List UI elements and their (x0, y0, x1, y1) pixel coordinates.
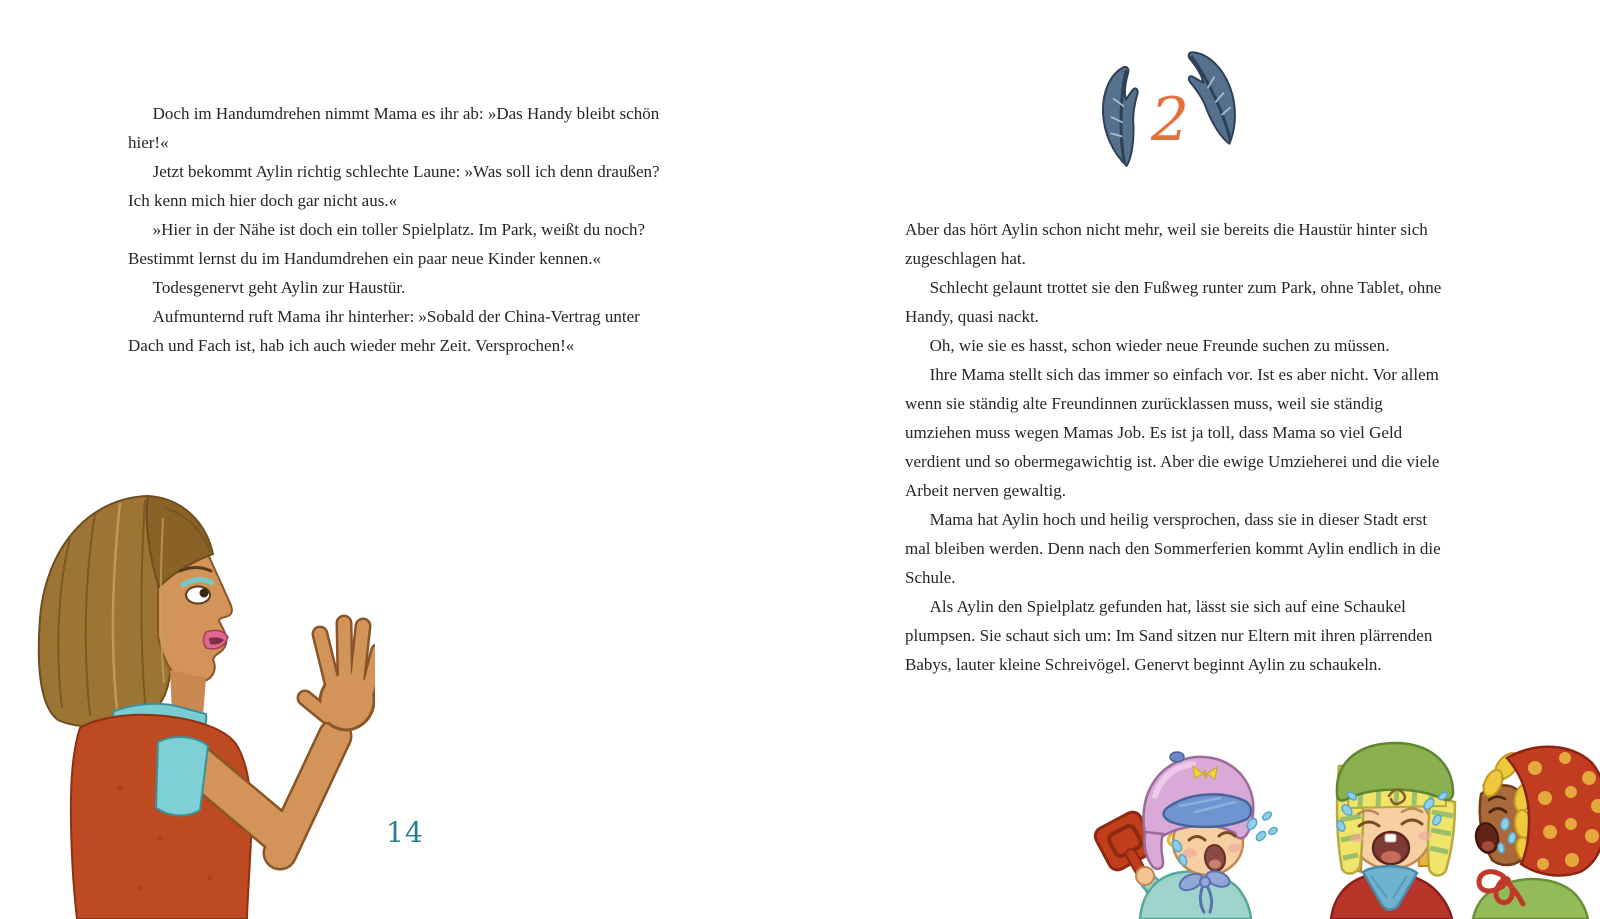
paragraph: Aufmunternd ruft Mama ihr hinterher: »Sobald der China-Vertrag unter Dach und Fach ist, hab ich auch wieder mehr Zeit. Versprochen!« (128, 307, 640, 355)
page-number: 14 (386, 816, 424, 849)
paragraph: Schlecht gelaunt trottet sie den Fußweg runter zum Park, ohne Tablet, ohne Handy, quasi nackt. (905, 278, 1442, 326)
paragraph: Mama hat Aylin hoch und heilig versprochen, dass sie in dieser Stadt erst mal bleiben werden. Denn nach den Sommerferien kommt Aylin endlich in die Schule. (905, 510, 1441, 587)
paragraph: Todesgenervt geht Aylin zur Haustür. (152, 278, 406, 297)
left-page-text (128, 99, 664, 360)
crying-babies-illustration (1055, 736, 1600, 919)
paragraph: Doch im Handumdrehen nimmt Mama es ihr ab: »Das Handy bleibt schön hier!« (128, 104, 660, 152)
paragraph: Ihre Mama stellt sich das immer so einfach vor. Ist es aber nicht. Vor allem wenn sie ständig alte Freundinnen zurücklassen muss, weil sie ständig umziehen muss wegen Mamas Job. Es ist ja toll, dass Mama so viel Geld verdient und so obermegawichtig ist. Aber die ewige Umzieherei und die viele Arbeit nerven gewaltig. (905, 365, 1440, 500)
mama-waving-illustration (0, 468, 375, 919)
paragraph: »Hier in der Nähe ist doch ein toller Spielplatz. Im Park, weißt du noch? Bestimmt lernst du im Handumdrehen ein paar neue Kinder kennen.« (128, 220, 646, 268)
baby-striped-hat (1331, 743, 1455, 919)
paragraph: Jetzt bekommt Aylin richtig schlechte Laune: »Was soll ich denn draußen? Ich kenn mich hier doch gar nicht aus.« (128, 162, 660, 210)
paragraph: Als Aylin den Spielplatz gefunden hat, lässt sie sich auf eine Schaukel plumpsen. Sie schaut sich um: Im Sand sitzen nur Eltern mit ihren plärrenden Babys, lauter kleine Schreivögel. Genervt beginnt Aylin zu schaukeln. (905, 597, 1433, 674)
feather-icon (1092, 64, 1155, 173)
paragraph: Aber das hört Aylin schon nicht mehr, weil sie bereits die Haustür hinter sich zugeschlagen hat. (905, 220, 1428, 268)
baby-pink-bonnet (1092, 752, 1278, 919)
chapter-heading (1095, 56, 1245, 168)
baby-polkadot-bonnet (1473, 747, 1600, 919)
paragraph: Oh, wie sie es hasst, schon wieder neue Freunde suchen zu müssen. (929, 336, 1390, 355)
chapter-number: 2 (1150, 85, 1190, 155)
right-page-text (905, 215, 1445, 679)
